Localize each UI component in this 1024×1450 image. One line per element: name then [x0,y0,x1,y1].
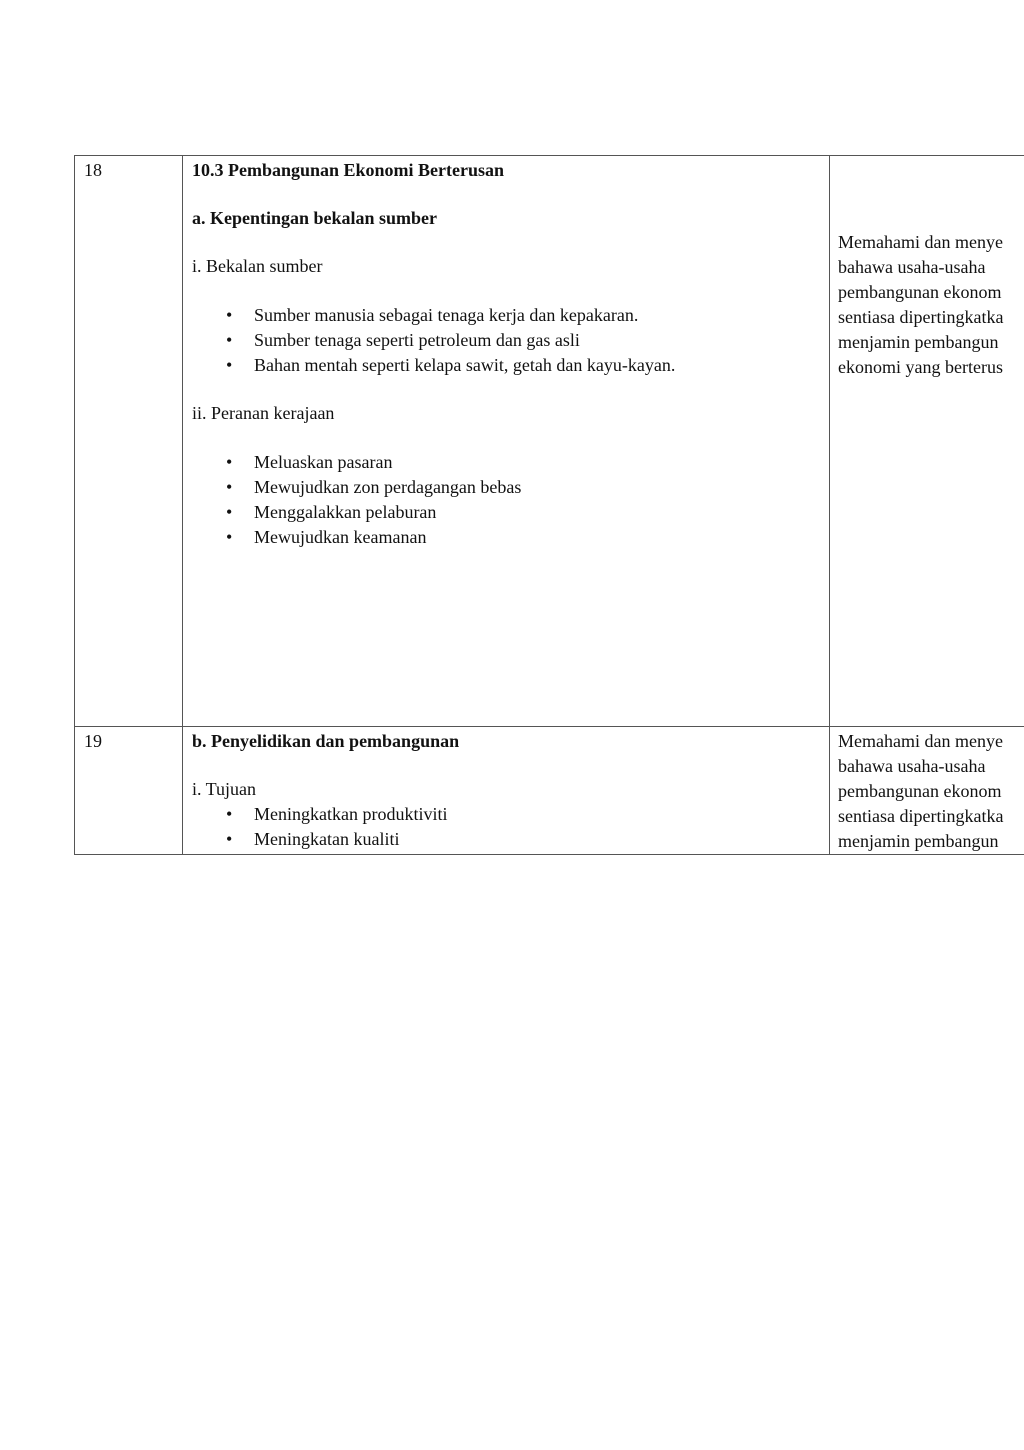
objective-line: bahawa usaha-usaha [838,756,986,776]
content-cell [183,156,830,727]
bullet-list [192,802,821,852]
table-row [75,727,1024,855]
topic-title: 10.3 Pembangunan Ekonomi Berterusan [192,160,505,180]
objective-line: ekonomi yang berterus [838,357,1003,377]
subtopic-title: b. Penyelidikan dan pembangunan [192,731,460,751]
objective-line: Memahami dan menye [838,232,1003,252]
objective-cell [830,156,1024,727]
objective-line: sentiasa dipertingkatka [838,307,1004,327]
objective-line: sentiasa dipertingkatka [838,806,1004,826]
bullet-list [192,450,821,550]
list-item: • Sumber manusia sebagai tenaga kerja dan kepakaran. [254,303,821,328]
content-cell [183,727,830,855]
lesson-plan-table [74,155,1024,855]
section-label: i. Bekalan sumber [192,256,323,276]
objective-line: pembangunan ekonom [838,781,1002,801]
objective-line: menjamin pembangun [838,831,999,851]
list-item: • Menggalakkan pelaburan [254,500,821,525]
subtopic-title: a. Kepentingan bekalan sumber [192,208,438,228]
list-item: • Meluaskan pasaran [254,450,821,475]
objective-line: bahawa usaha-usaha [838,257,986,277]
section-label: ii. Peranan kerajaan [192,403,335,423]
objective-line: pembangunan ekonom [838,282,1002,302]
objective-line: Memahami dan menye [838,731,1003,751]
week-number-cell [75,156,183,727]
section-label: i. Tujuan [192,779,257,799]
week-number-cell [75,727,183,855]
list-item: • Bahan mentah seperti kelapa sawit, getah dan kayu-kayan. [254,353,821,378]
list-item: • Meningkatan kualiti [254,827,821,852]
list-item: • Sumber tenaga seperti petroleum dan gas asli [254,328,821,353]
list-item: • Mewujudkan keamanan [254,525,821,550]
week-number: 18 [84,160,102,180]
objective-cell [830,727,1024,855]
list-item: • Meningkatkan produktiviti [254,802,821,827]
list-item: • Mewujudkan zon perdagangan bebas [254,475,821,500]
bullet-list [192,303,821,378]
week-number: 19 [84,731,102,751]
objective-line: menjamin pembangun [838,332,999,352]
table-row [75,156,1024,727]
